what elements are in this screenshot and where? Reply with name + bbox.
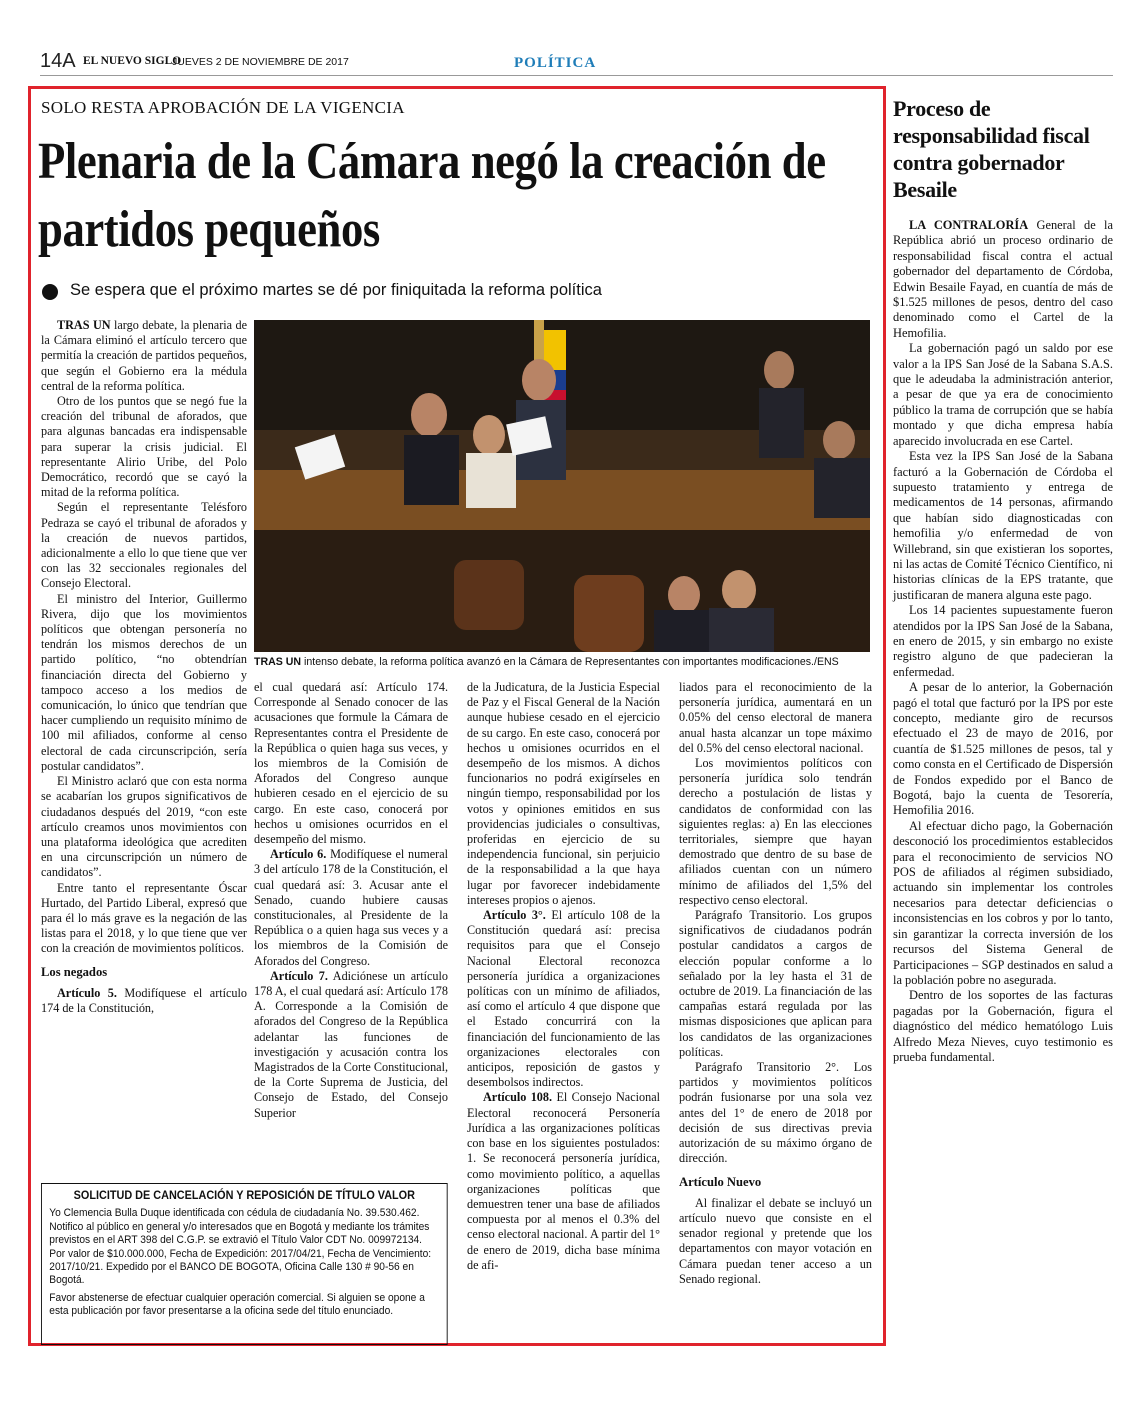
chamber-photo <box>254 320 870 652</box>
paragraph: Al finalizar el debate se incluyó un artículo nuevo que consiste en el senador regional y pretende que los departamentos con mayor votación en Cámara puedan tener acceso a un Senado regional. <box>679 1195 872 1286</box>
paragraph: largo debate, la plenaria de la Cámara eliminó el artículo tercero que permitía la creación de partidos pequeños, que según el Gobierno era la médula central de la reforma política. <box>41 318 247 393</box>
article-column-1 <box>41 318 247 1016</box>
notice-paragraph: Favor abstenerse de efectuar cualquier operación comercial. Si alguien se opone a esta publicación por favor presentarse a la oficina sede del título enunciado. <box>49 1291 425 1318</box>
newspaper-name: EL NUEVO SIGLO <box>83 55 182 67</box>
article-lead-in: TRAS UN <box>57 318 111 332</box>
article-headline: Plenaria de la Cámara negó la creación de partidos pequeños <box>38 133 826 258</box>
article-column-3 <box>467 680 660 1273</box>
bullet-icon <box>42 284 58 300</box>
paragraph: liados para el reconocimiento de la personería jurídica, aumentará en un 0.05% del censo electoral de manera anual hasta alcanzar un tope máximo del 0.5% del censo electoral nacional. <box>679 680 872 755</box>
edition-date: JUEVES 2 DE NOVIEMBRE DE 2017 <box>172 56 349 68</box>
article-label: Artículo 7. <box>270 968 328 983</box>
paragraph: Otro de los puntos que se negó fue la creación del tribunal de aforados, que para algunas bancadas era indispensable para superar la crisis judicial. El representante Alirio Uribe, del Polo Democrático, recordó que se cayó la mitad de la reforma política. <box>41 394 247 500</box>
paragraph: Esta vez la IPS San José de la Sabana facturó a la Gobernación de Córdoba el supuesto tratamiento y entrega de medicamentos de 14 personas, afirmando que habían sido diagnosticadas con hemofilia y/o enfermedad de von Willebrand, sin que existieran los soportes, ni las actas de Comité Técnico Científico, ni historias clínicas de la EPS tratante, que justificaran de manera alguna este pago. <box>893 449 1113 602</box>
paragraph: El Consejo Nacional Electoral reconocerá Personería Jurídica a las organizaciones políticas con base en los siguientes postulados: 1. Se reconocerá personería jurídica, como movimiento político, a aquellas organizaciones políticas que demuestren tener una base de afiliados compuesta por al menos el 0.3% del censo electoral nacional. A partir del 1° de enero de 2019, dicha base mínima de afi- <box>467 1090 660 1272</box>
caption-text: intenso debate, la reforma política avanzó en la Cámara de Representantes con importantes modificaciones./ENS <box>301 656 839 668</box>
paragraph: A pesar de lo anterior, la Gobernación pagó el total que facturó por la IPS por este concepto, mediante giro de recursos efectuado el 23 de mayo de 2016, por cuantía de $1.525 millones de pesos, tal y como consta en el Certificado de Dispersión de Fondos expedido por el Banco de Bogotá, bajo la cuenta de Tesorería, Hemofilia 2016. <box>893 680 1113 818</box>
notice-title: SOLICITUD DE CANCELACIÓN Y REPOSICIÓN DE TÍTULO VALOR <box>73 1188 415 1202</box>
article-kicker: SOLO RESTA APROBACIÓN DE LA VIGENCIA <box>41 98 405 117</box>
paragraph: Adiciónese un artículo 178 A, el cual quedará así: Artículo 178 A. Corresponde a la Comisión de aforados del Congreso de la República adelantar las funciones de investigación y acusación contra los Magistrados de la Corte Constitucional, de la Corte Suprema de Justicia, del Consejo de Estado, del Consejo Superior <box>254 968 448 1120</box>
paragraph: Modifíquese el artículo 174 de la Constitución, <box>41 985 248 1015</box>
paragraph: Entre tanto el representante Óscar Hurtado, del Partido Liberal, expresó que para él lo más grave es la negación de las listas para el 2018, y lo que tiene que ver con la creación de movimientos políticos. <box>41 880 247 956</box>
paragraph: Dentro de los soportes de las facturas pagadas por la Gobernación, figura el diagnóstico del médico hematólogo Luis Alfredo Meza Nieves, cuyo testimonio es prueba fundamental. <box>893 988 1113 1064</box>
legal-notice-box <box>41 1183 448 1345</box>
paragraph: El ministro del Interior, Guillermo Rivera, dijo que los movimientos políticos que obtengan personería no tendrán los mismos derechos de un partido político, “no obtendrían financiación directa del Gobierno y tampoco acceso a los medios de comunicación, lo único que tendrían que hacer cumpliendo un requisito mínimo de 100 mil afiliados, conforme al censo electoral de cada circunscripción, sería postular candidatos”. <box>41 591 247 773</box>
page-number: 14A <box>40 50 76 72</box>
article-subtitle: Se espera que el próximo martes se dé por finiquitada la reforma política <box>70 281 602 299</box>
photo-caption <box>254 656 874 668</box>
notice-paragraph: Yo Clemencia Bulla Duque identificada con cédula de ciudadanía No. 39.530.462. Notifico al público en general y/o interesados que en Bogotá y mediante los trámites previstos en el ART 398 del C.G.P. se extravió el Título Valor CDT No. 009972134. Por valor de $10.000.000, Fecha de Expedición: 2017/04/21, Fecha de Vencimiento: 2017/10/21. Expedido por el BANCO DE BOGOTA, Oficina Calle 130 # 90-56 en Bogotá. <box>49 1207 432 1287</box>
paragraph: de la Judicatura, de la Justicia Especial de Paz y el Fiscal General de la Nación aunque hubiese cesado en el ejercicio de su cargo. En este caso, conocerá por hechos u omisiones ocurridos en el desempeño de los mismos. A dichos funcionarios no podrá exigírseles en ningún tiempo, responsabilidad por los votos y opiniones emitidos en sus providencias judiciales o consultivas, proferidas en ejercicio de su independencia funcional, sin perjuicio de la responsabilidad a la que haya lugar por favorecer indebidamente intereses propios o ajenos. <box>467 680 660 907</box>
paragraph: Los movimientos políticos con personería jurídica solo tendrán derecho a postulación de listas y candidatos de conformidad con las siguientes reglas: a) En las elecciones territoriales, siempre que hayan demostrado que dentro de su base de afiliados cuentan con un número mínimo de afiliados del 1,5% del respectivo censo electoral. <box>679 756 872 907</box>
paragraph: Parágrafo Transitorio 2°. Los partidos y movimientos políticos podrán fusionarse por una sola vez antes del 1° de enero de 2018 por decisión de sus directivas previa autorización de su máximo órgano de dirección. <box>679 1060 872 1166</box>
article-lead-in: LA CONTRALORÍA <box>909 218 1029 232</box>
paragraph: Al efectuar dicho pago, la Gobernación desconoció los procedimientos establecidos para el reconocimiento de servicios NO POS de afiliados al régimen subsidiado, actuando sin implementar los controles necesarios para detectar deficiencias o inconsistencias en los cobros y por lo tanto, sin garantizar la correcta inversión de los recursos del Sistema General de Participaciones – SGP destinados en salud a la población pobre no asegurada. <box>893 818 1113 987</box>
sidebar-article <box>893 218 1113 1065</box>
article-label: Artículo 6. <box>270 847 327 862</box>
paragraph: Modifíquese el numeral 3 del artículo 178 de la Constitución, el cual quedará así: 3. Acusar ante el Senado, cuando hubiere causas constitucionales, al Presidente de la República o a quien haga sus veces y a los miembros de la Comisión de Aforados del Congreso. <box>254 847 448 968</box>
paragraph: Los 14 pacientes supuestamente fueron atendidos por la IPS San José de la Sabana, en enero de 2015, y sin embargo no existe registro alguno de que padecieran la enfermedad. <box>893 603 1113 679</box>
paragraph: La gobernación pagó un saldo por ese valor a la IPS San José de la Sabana S.A.S. que le adeudaba la administración anterior, a pesar de que ya era de conocimiento público la trama de corrupción que se había montado y que dicha empresa había aparecido involucrada en ese Cartel. <box>893 341 1113 448</box>
article-label: Artículo 108. <box>483 1090 553 1105</box>
article-column-2 <box>254 680 448 1121</box>
article-column-4 <box>679 680 872 1287</box>
subheading: Artículo Nuevo <box>679 1174 762 1189</box>
paragraph: Parágrafo Transitorio. Los grupos significativos de ciudadanos podrán postular candidatos a cargos de elección popular conforme a lo señalado por la ley hasta el 31 de octubre de 2019. La financiación de las campañas estará regulada por las mismas disposiciones que aplican para los candidatos de las organizaciones políticas. <box>679 908 872 1059</box>
paragraph: Según el representante Telésforo Pedraza se cayó el tribunal de aforados y la creación de nuevos partidos, adicionalmente a ello lo que tiene que ver con las 32 seccionales regionales del Consejo Electoral. <box>41 500 247 591</box>
section-name: POLÍTICA <box>514 55 597 71</box>
paragraph: el cual quedará así: Artículo 174. Corresponde al Senado conocer de las acusaciones que formule la Cámara de Representantes contra el Presidente de la República o quien haga sus veces, y los miembros de la Comisión de Aforados del Congreso aunque hubieren cesado en el ejercicio de su cargo. En este caso, conocerá por hechos u omisiones ocurridos en el desempeño del mismo. <box>254 680 448 847</box>
article-label: Artículo 3°. <box>483 908 546 923</box>
article-label: Artículo 5. <box>57 985 117 1000</box>
header-rule <box>40 75 1113 76</box>
photo-illustration <box>254 320 870 652</box>
sidebar-headline: Proceso de responsabilidad fiscal contra gobernador Besaile <box>893 96 1090 202</box>
subheading: Los negados <box>41 964 108 979</box>
caption-lead: TRAS UN <box>254 656 302 668</box>
paragraph: General de la República abrió un proceso ordinario de responsabilidad fiscal contra el actual gobernador del departamento de Córdoba, Edwin Besaile Fayad, en cuantía de más de $1.525 millones de pesos, dentro del caso denominado como el Cartel de la Hemofilia. <box>893 218 1113 340</box>
paragraph: El artículo 108 de la Constitución quedará así: precisa requisitos para que el Consejo Nacional Electoral reconozca personería jurídica a organizaciones políticas con un mínimo de afiliados, así como el artículo 4 que dispone que el Estado concurrirá con la financiación del funcionamiento de las organizaciones electorales con anticipos, reposición de gastos y desembolsos indirectos. <box>467 908 660 1090</box>
paragraph: El Ministro aclaró que con esta norma se acabarían los grupos significativos de ciudadanos después del 2019, “con este artículo creamos unos movimientos con una plataforma ideológica que acrediten en una circunscripción un número de candidatos”. <box>41 774 247 880</box>
